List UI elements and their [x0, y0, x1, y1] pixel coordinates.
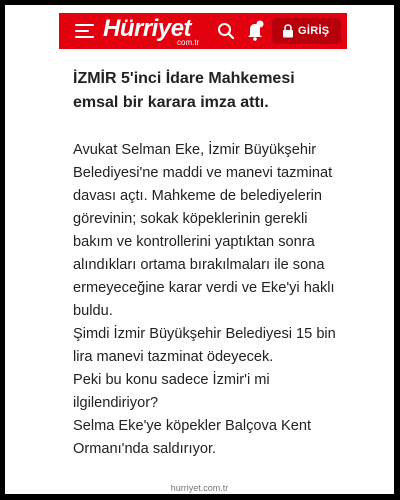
article-paragraph: Avukat Selman Eke, İzmir Büyükşehir Belediyesi'ne maddi ve manevi tazminat davası açtı. Mahkeme de belediyelerin görevinin; sokak köpeklerinin gerekli bakım ve kontrollerini yaptıktan sonra alındıkları ortama bırakılmaları ile sona ermeyeceğine karar verdi ve Eke'yi haklı buldu. — [73, 142, 335, 319]
site-header — [59, 13, 347, 49]
article-headline: İZMİR 5'inci İdare Mahkemesi emsal bir karara imza attı. — [73, 70, 295, 111]
lock-icon — [282, 24, 294, 38]
article-paragraph: Şimdi İzmir Büyükşehir Belediyesi 15 bin lira manevi tazminat ödeyecek. — [73, 326, 336, 365]
hamburger-menu-icon[interactable] — [75, 24, 94, 38]
login-button[interactable] — [272, 18, 341, 44]
footer-url[interactable]: hurriyet.com.tr — [170, 483, 229, 493]
login-label: GİRİŞ — [298, 25, 330, 37]
menu-line — [75, 24, 94, 26]
menu-line — [75, 30, 89, 32]
bell-icon[interactable] — [245, 20, 265, 42]
site-logo[interactable] — [103, 16, 213, 48]
article-paragraph: Selma Eke'ye köpekler Balçova Kent Ormanı'nda saldırıyor. — [73, 418, 312, 457]
logo-subtext: com.tr — [177, 38, 200, 47]
search-icon[interactable] — [217, 22, 235, 40]
menu-line — [75, 36, 94, 38]
article-paragraph: Peki bu konu sadece İzmir'i mi ilgilendiriyor? — [73, 372, 270, 411]
logo-text: Hürriyet — [103, 15, 192, 42]
screenshot-frame — [5, 5, 394, 494]
article-body — [73, 139, 345, 461]
